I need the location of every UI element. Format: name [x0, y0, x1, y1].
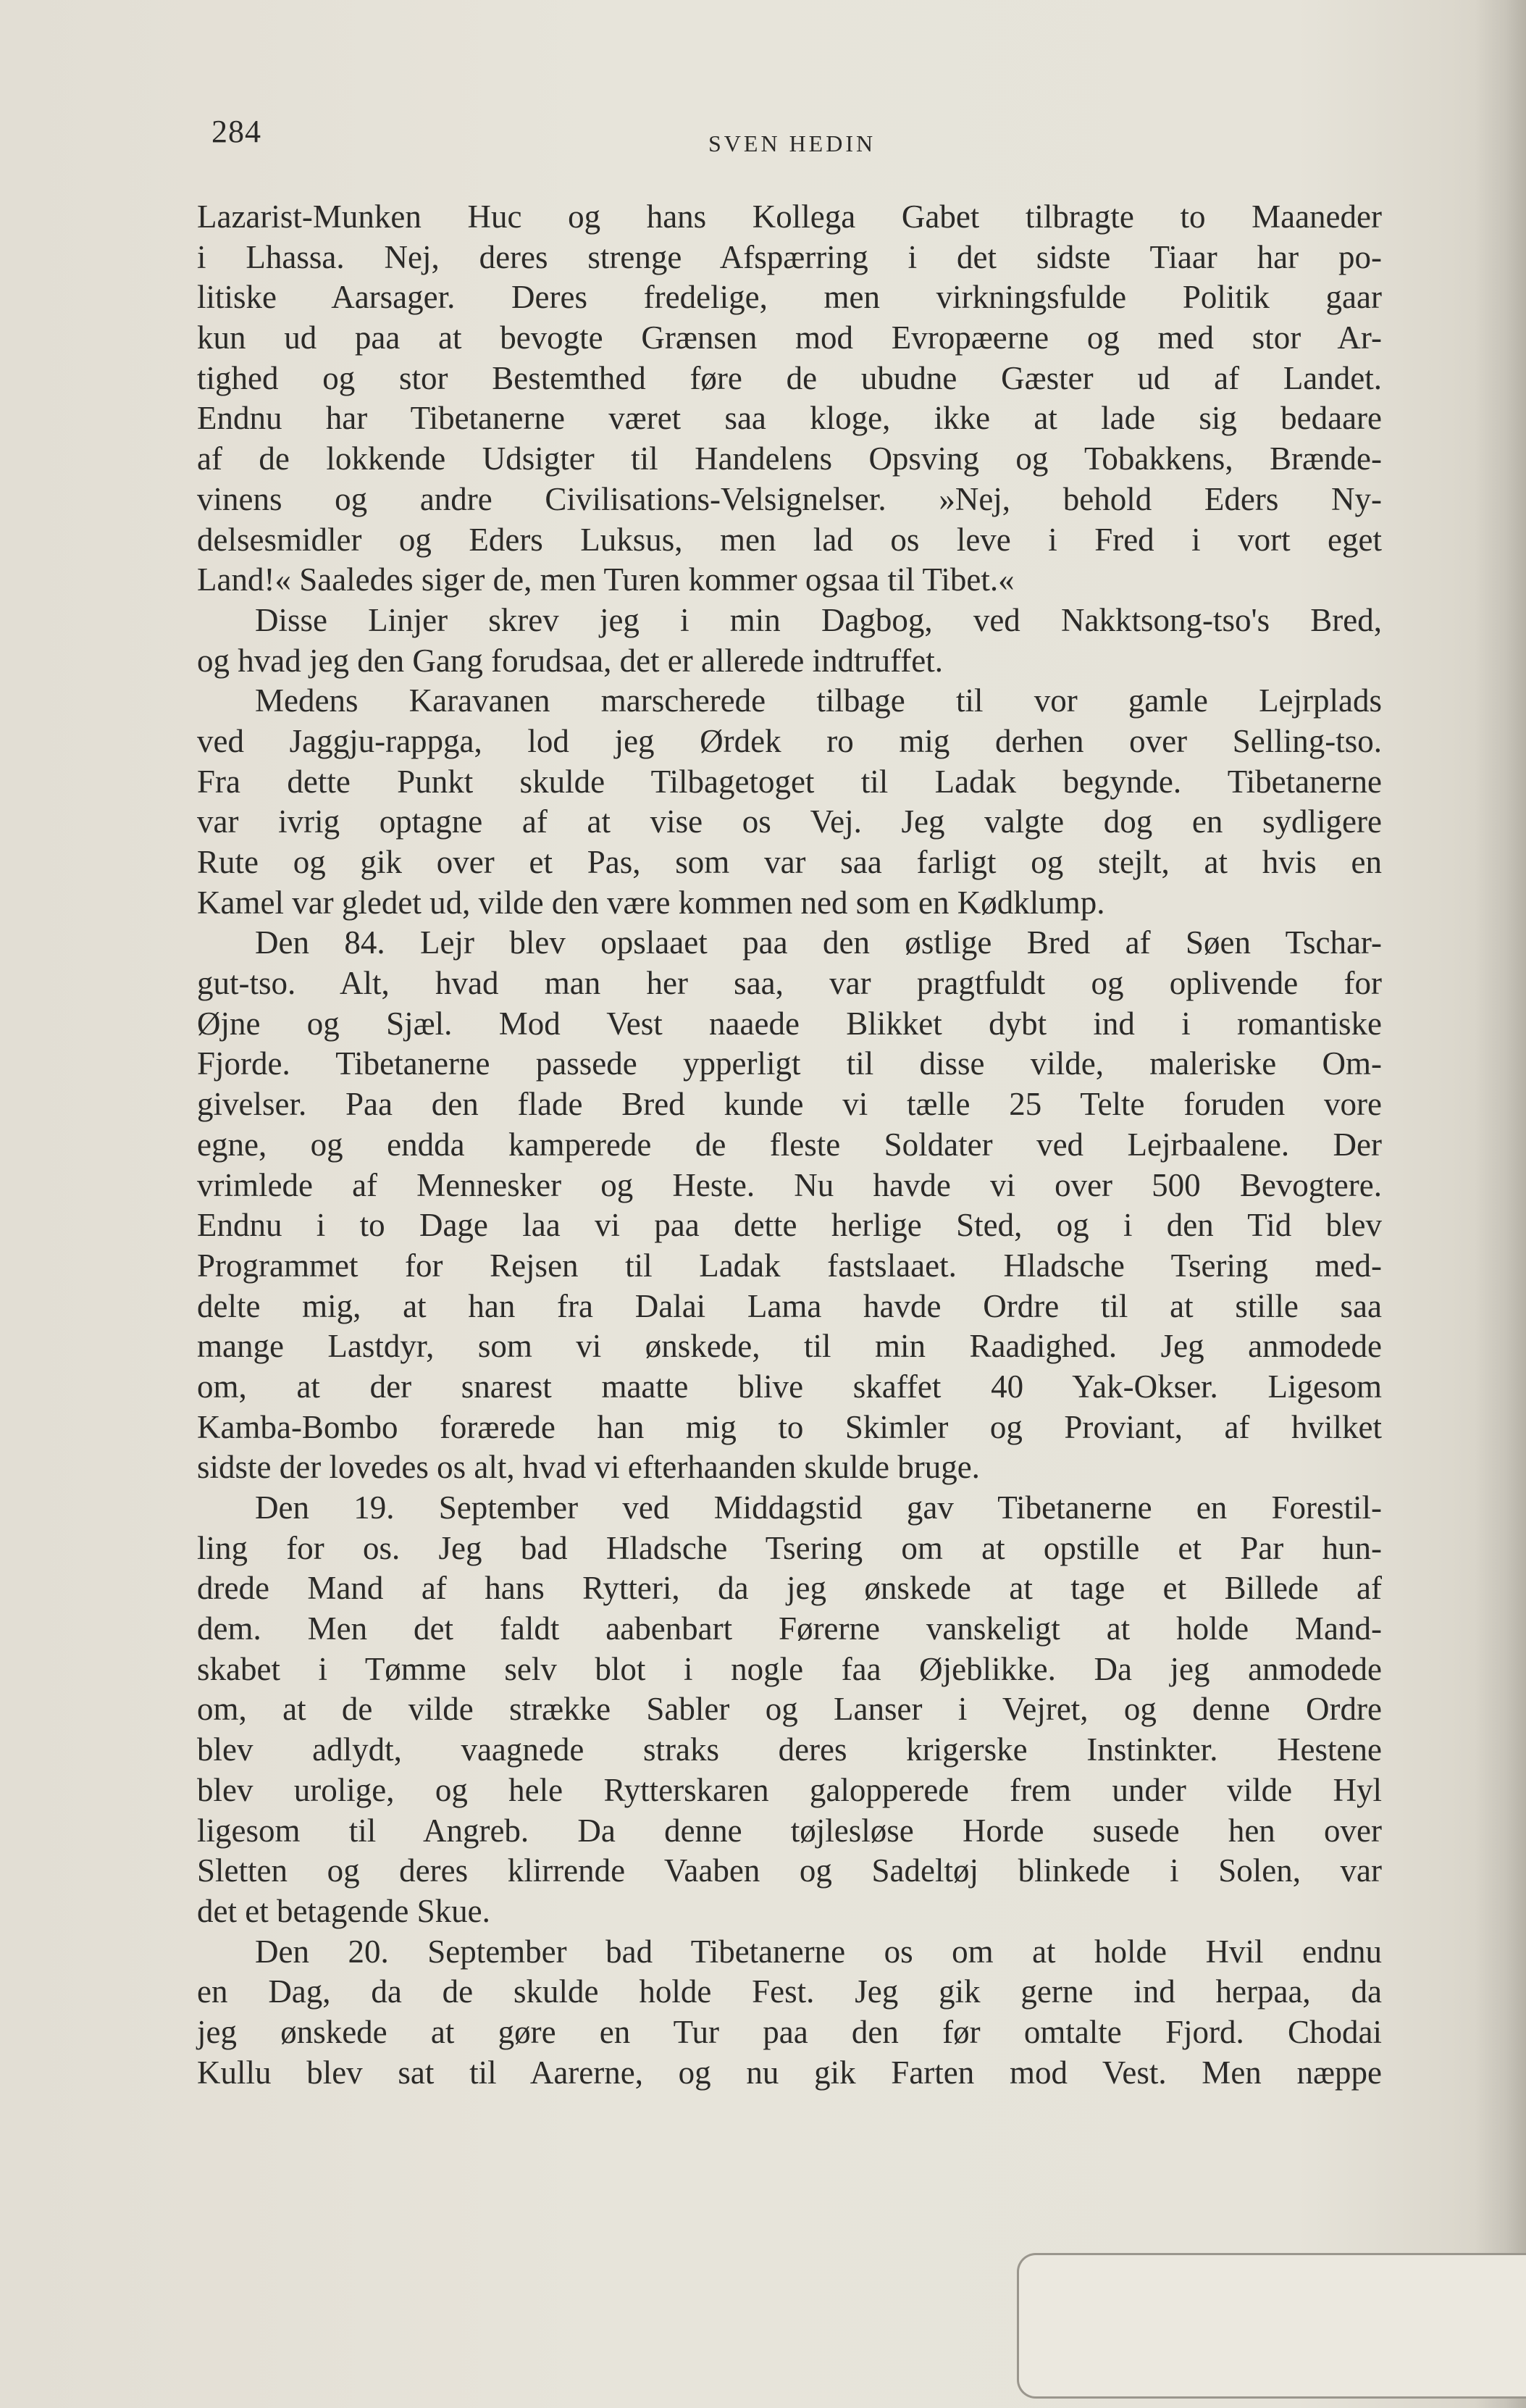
text-line: egne, og endda kamperede de fleste Soldater ved Lejrbaalene. Der	[197, 1126, 1382, 1163]
text-line: i Lhassa. Nej, deres strenge Afspærring i det sidste Tiaar har po-	[197, 238, 1382, 275]
text-line: ling for os. Jeg bad Hladsche Tsering om at opstille et Par hun-	[197, 1529, 1382, 1566]
text-line: tighed og stor Bestemthed føre de ubudne Gæster ud af Landet.	[197, 359, 1382, 396]
text-line: delsesmidler og Eders Luksus, men lad os leve i Fred i vort eget	[197, 521, 1382, 558]
text-line: delte mig, at han fra Dalai Lama havde Ordre til at stille saa	[197, 1287, 1382, 1324]
text-line: Land!« Saaledes siger de, men Turen kommer ogsaa til Tibet.«	[197, 561, 1015, 598]
text-line: Programmet for Rejsen til Ladak fastslaaet. Hladsche Tsering med-	[197, 1247, 1382, 1284]
library-stamp-box	[1017, 2253, 1526, 2399]
text-line: Øjne og Sjæl. Mod Vest naaede Blikket dybt ind i romantiske	[197, 1005, 1382, 1042]
page-edge-shadow	[1475, 0, 1526, 2408]
text-line: ligesom til Angreb. Da denne tøjlesløse Horde susede hen over	[197, 1812, 1382, 1849]
text-line: sidste der lovedes os alt, hvad vi efterhaanden skulde bruge.	[197, 1449, 980, 1486]
text-line: af de lokkende Udsigter til Handelens Opsving og Tobakkens, Brænde-	[197, 440, 1382, 477]
text-line: Kamba-Bombo forærede han mig to Skimler og Proviant, af hvilket	[197, 1408, 1382, 1445]
text-line: blev urolige, og hele Rytterskaren galopperede frem under vilde Hyl	[197, 1771, 1382, 1808]
text-line: Den 20. September bad Tibetanerne os om at holde Hvil endnu	[255, 1933, 1382, 1970]
text-line: en Dag, da de skulde holde Fest. Jeg gik gerne ind herpaa, da	[197, 1973, 1382, 2010]
text-line: vrimlede af Mennesker og Heste. Nu havde vi over 500 Bevogtere.	[197, 1166, 1382, 1203]
text-line: drede Mand af hans Rytteri, da jeg ønskede at tage et Billede af	[197, 1570, 1382, 1607]
text-line: jeg ønskede at gøre en Tur paa den før omtalte Fjord. Chodai	[197, 2013, 1382, 2050]
text-line: mange Lastdyr, som vi ønskede, til min Raadighed. Jeg anmodede	[197, 1328, 1382, 1365]
text-line: skabet i Tømme selv blot i nogle faa Øjeblikke. Da jeg anmodede	[197, 1650, 1382, 1687]
text-line: Disse Linjer skrev jeg i min Dagbog, ved Nakktsong-tso's Bred,	[255, 601, 1382, 638]
text-line: litiske Aarsager. Deres fredelige, men virkningsfulde Politik gaar	[197, 279, 1382, 316]
text-line: Kullu blev sat til Aarerne, og nu gik Farten mod Vest. Men næppe	[197, 2054, 1382, 2091]
text-line: det et betagende Skue.	[197, 1892, 490, 1929]
text-line: Endnu har Tibetanerne været saa kloge, ikke at lade sig bedaare	[197, 400, 1382, 437]
text-line: Fjorde. Tibetanerne passede ypperligt til disse vilde, maleriske Om-	[197, 1045, 1382, 1082]
text-line: om, at der snarest maatte blive skaffet 40 Yak-Okser. Ligesom	[197, 1368, 1382, 1405]
text-line: og hvad jeg den Gang forudsaa, det er allerede indtruffet.	[197, 642, 944, 679]
page-number: 284	[211, 114, 261, 149]
text-line: Den 19. September ved Middagstid gav Tibetanerne en Forestil-	[255, 1489, 1382, 1526]
text-line: gut-tso. Alt, hvad man her saa, var pragtfuldt og oplivende for	[197, 965, 1382, 1002]
text-line: Den 84. Lejr blev opslaaet paa den østlige Bred af Søen Tschar-	[255, 924, 1382, 961]
text-line: dem. Men det faldt aabenbart Førerne vanskeligt at holde Mand-	[197, 1610, 1382, 1647]
text-line: Kamel var gledet ud, vilde den være kommen ned som en Kødklump.	[197, 884, 1105, 921]
text-line: var ivrig optagne af at vise os Vej. Jeg valgte dog en sydligere	[197, 803, 1382, 840]
text-line: Rute og gik over et Pas, som var saa farligt og stejlt, at hvis en	[197, 844, 1382, 880]
body-text	[197, 197, 1382, 2093]
text-line: om, at de vilde strække Sabler og Lanser i Vejret, og denne Ordre	[197, 1691, 1382, 1728]
text-line: blev adlydt, vaagnede straks deres krigerske Instinkter. Hestene	[197, 1731, 1382, 1768]
text-line: givelser. Paa den flade Bred kunde vi tælle 25 Telte foruden vore	[197, 1086, 1382, 1123]
text-line: kun ud paa at bevogte Grænsen mod Evropæerne og med stor Ar-	[197, 319, 1382, 356]
text-line: vinens og andre Civilisations-Velsignelser. »Nej, behold Eders Ny-	[197, 480, 1382, 517]
text-line: ved Jaggju-rappga, lod jeg Ørdek ro mig derhen over Selling-tso.	[197, 722, 1382, 759]
text-line: Medens Karavanen marscherede tilbage til vor gamle Lejrplads	[255, 682, 1382, 719]
text-line: Sletten og deres klirrende Vaaben og Sadeltøj blinkede i Solen, var	[197, 1852, 1382, 1889]
text-line: Fra dette Punkt skulde Tilbagetoget til Ladak begynde. Tibetanerne	[197, 763, 1382, 800]
text-line: Lazarist-Munken Huc og hans Kollega Gabet tilbragte to Maaneder	[197, 198, 1382, 235]
running-head: SVEN HEDIN	[708, 130, 876, 156]
text-line: Endnu i to Dage laa vi paa dette herlige Sted, og i den Tid blev	[197, 1207, 1382, 1244]
